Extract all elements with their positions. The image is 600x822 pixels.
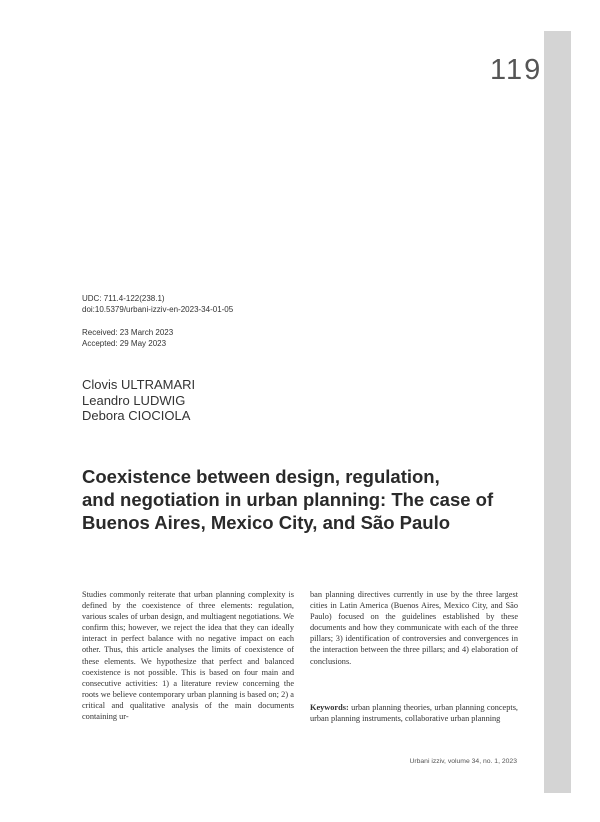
received-date: Received: 23 March 2023 [82,328,174,337]
title-line: Buenos Aires, Mexico City, and São Paulo [82,512,451,533]
author-name: Leandro LUDWIG [82,392,186,408]
page-number: 119 [490,54,543,86]
udc-code: UDC: 711.4-122(238.1) [82,294,165,303]
title-line: and negotiation in urban planning: The case of [82,489,494,510]
side-color-bar [544,31,571,793]
article-title [82,465,522,534]
keywords-text: urban planning theories, urban planning concepts, urban planning instruments, collaborative urban planning [310,703,519,724]
author-name: Clovis ULTRAMARI [82,377,196,392]
journal-footer: Urbani izziv, volume 34, no. 1, 2023 [409,758,517,765]
keywords-label: Keywords: [310,703,349,712]
keywords [310,702,518,724]
abstract-right-column: ban planning directives currently in use by the three largest cities in Latin America (Buenos Aires, Mexico City, and São Paulo) focused on the guidelines established by these documents and how they communicate with each of the three pillars; 3) identification of controversies and convergences in the interaction between the three pillars; and 4) elaboration of conclusions. [310,590,518,666]
title-line: Coexistence between design, regulation, [82,466,440,487]
accepted-date: Accepted: 29 May 2023 [82,339,167,348]
doi: doi:10.5379/urbani-izziv-en-2023-34-01-05 [82,305,234,314]
author-list [82,377,195,424]
author-name: Debora CIOCIOLA [82,408,191,423]
abstract-left-column: Studies commonly reiterate that urban planning complexity is defined by the coexistence of three elements: regulation, various scales of urban design, and multiagent negotiations. We confirm this; however, we reject the idea that they can ideally interact in perfect balance with no negative impact on each other. Thus, this article analyses the limits of coexistence of these elements. We hypothesize that perfect and balanced coexistence is not possible. This is based on four main and consecutive activities: 1) a literature review concerning the roots we believe contemporary urban planning is based on; 2) a critical and qualitative analysis of the main documents containing ur- [82,590,294,722]
